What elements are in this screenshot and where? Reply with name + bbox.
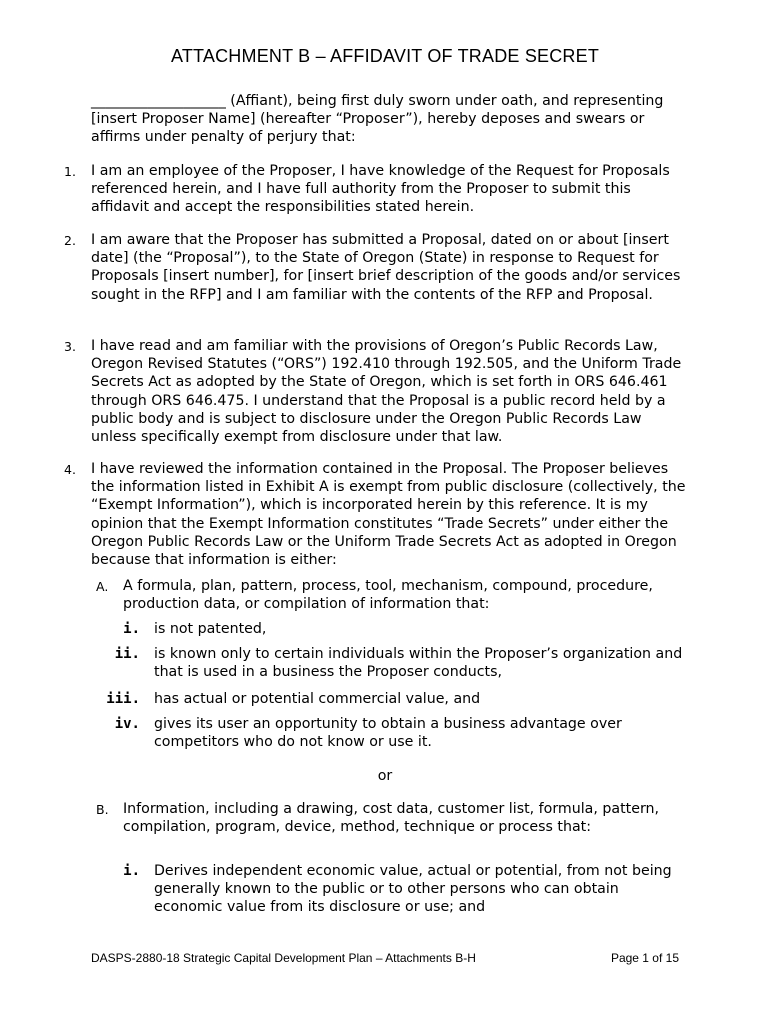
roman-item-text: is known only to certain individuals within the Proposer’s organization and that is used in a business the Proposer conducts,: [154, 646, 683, 681]
item-number: 2.: [64, 233, 76, 248]
item-number: 3.: [64, 339, 76, 354]
sub-item-text: Information, including a drawing, cost data, customer list, formula, pattern, compilation, program, device, method, technique or process that:: [123, 801, 660, 836]
item-text: I have reviewed the information contained in the Proposal. The Proposer believes the information listed in Exhibit A is exempt from public disclosure (collectively, the “Exempt Information”), which is incorporated herein by this reference. It is my opinion that the Exempt Information constitutes “Trade Secrets” under either the Oregon Public Records Law or the Uniform Trade Secrets Act as adopted in Oregon because that information is either:: [91, 461, 686, 569]
sub-item-letter: B.: [96, 802, 109, 817]
item-number: 1.: [64, 164, 76, 179]
sub-item-letter: A.: [96, 579, 109, 594]
item-text: I am aware that the Proposer has submitted a Proposal, dated on or about [insert date] (the “Proposal”), to the State of Oregon (State) in response to Request for Proposals [insert number], for [insert brief description of the goods and/or services sought in the RFP] and I am familiar with the contents of the RFP and Proposal.: [91, 232, 681, 303]
document-title: ATTACHMENT B – AFFIDAVIT OF TRADE SECRET: [170, 46, 600, 66]
roman-numeral: iii.: [106, 691, 140, 707]
roman-numeral: iv.: [114, 716, 140, 732]
roman-item-text: Derives independent economic value, actual or potential, from not being generally known to the public or to other persons who can obtain economic value from its disclosure or use; and: [154, 863, 672, 916]
roman-numeral: ii.: [114, 646, 140, 662]
roman-item-text: is not patented,: [154, 621, 267, 637]
roman-item-text: has actual or potential commercial value, and: [154, 691, 481, 707]
item-text: I am an employee of the Proposer, I have knowledge of the Request for Proposals referenced herein, and I have full authority from the Proposer to submit this affidavit and accept the responsibilities stated herein.: [91, 163, 670, 216]
sub-item-text: A formula, plan, pattern, process, tool, mechanism, compound, procedure, production data, or compilation of information that:: [123, 578, 653, 613]
roman-numeral: i.: [123, 621, 140, 637]
item-number: 4.: [64, 462, 76, 477]
roman-item-text: gives its user an opportunity to obtain a business advantage over competitors who do not know or use it.: [154, 716, 622, 751]
roman-numeral: i.: [123, 863, 140, 879]
intro-paragraph: ___________________ (Affiant), being first duly sworn under oath, and representing [insert Proposer Name] (hereafter “Proposer”), hereby deposes and swears or affirms under penalty of perjury that:: [91, 93, 664, 146]
or-separator: or: [377, 768, 393, 784]
footer-page-number: Page 1 of 15: [610, 951, 679, 965]
footer-document-id: DASPS-2880-18 Strategic Capital Development Plan – Attachments B-H: [91, 951, 476, 965]
item-text: I have read and am familiar with the provisions of Oregon’s Public Records Law, Oregon Revised Statutes (“ORS”) 192.410 through 192.505, and the Uniform Trade Secrets Act as adopted by the State of Oregon, which is set forth in ORS 646.461 through ORS 646.475. I understand that the Proposal is a public record held by a public body and is subject to disclosure under the Oregon Public Records Law unless specifically exempt from disclosure under that law.: [91, 338, 682, 446]
